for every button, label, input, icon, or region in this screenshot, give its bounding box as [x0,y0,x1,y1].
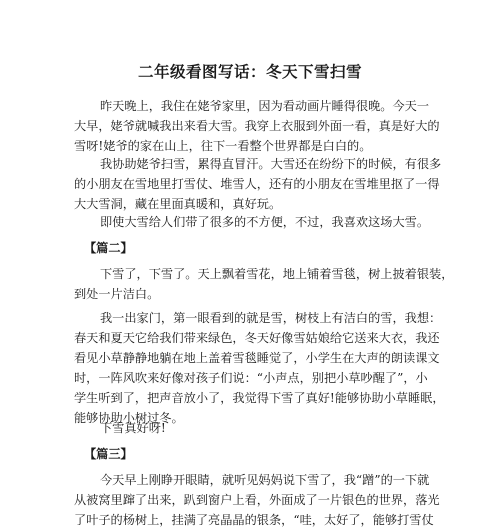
paragraph-5 [74,308,445,428]
paragraph-6 [74,418,434,438]
text-line: 学生听到了，把声音放小了，我觉得下雪了真好!能够协助小草睡眠， [74,391,445,405]
text-line: 春天和夏天它给我们带来绿色，冬天好像雪姑娘给它送来大衣，我还 [74,331,440,345]
text-line: 我一出家门，第一眼看到的就是雪，树枝上有洁白的雪，我想： [100,311,442,325]
text-line: 了叶子的杨树上，挂满了亮晶晶的银条，“哇，太好了，能够打雪仗 [74,513,434,527]
text-line: 大大雪洞，藏在里面真暖和，真好玩。 [74,197,282,211]
text-line: 时，一阵风吹来好像对孩子们说：“小声点，别把小草吵醒了”，小 [74,371,428,385]
section-heading-2: 【篇二】 [84,241,133,255]
text-line: 下雪真好呀! [100,421,166,435]
text-line: 从被窝里蹿了出来，趴到窗户上看，外面成了一片银色的世界，落光 [74,493,440,507]
text-line: 能够协助小树过冬。 [74,411,184,425]
text-line: 昨天晚上，我住在姥爷家里，因为看动画片睡得很晚。今天一 [100,99,430,113]
document-title: 二年级看图写话：冬天下雪扫雪 [137,63,362,81]
text-line: 即使大雪给人们带了很多的不方便，不过，我喜欢这场大雪。 [100,215,430,229]
paragraph-7 [74,470,440,530]
text-line: 的小朋友在雪地里打雪仗、堆雪人，还有的小朋友在雪堆里抠了一得 [74,177,440,191]
paragraph-1 [74,96,440,156]
text-line: 雪呀!姥爷的家在山上，往下一看整个世界都是白白的。 [74,139,372,153]
text-line: 到处一片洁白。 [74,287,160,301]
text-line: 下雪了，下雪了。天上飘着雪花，地上铺着雪毯，树上披着银装， [100,267,454,281]
text-line: 今天早上刚睁开眼睛，就听见妈妈说下雪了，我“蹭”的一下就 [100,473,430,487]
paragraph-4 [74,264,454,304]
paragraph-2 [74,154,442,214]
section-heading-3: 【篇三】 [84,447,133,461]
text-line: 看见小草静静地躺在地上盖着雪毯睡觉了，小学生在大声的朗读课文 [74,351,440,365]
paragraph-3 [74,212,434,232]
text-line: 我协助姥爷扫雪，累得直冒汗。大雪还在纷纷下的时候，有很多 [100,157,442,171]
text-line: 大早，姥爷就喊我出来看大雪。我穿上衣服到外面一看，真是好大的 [74,119,440,133]
